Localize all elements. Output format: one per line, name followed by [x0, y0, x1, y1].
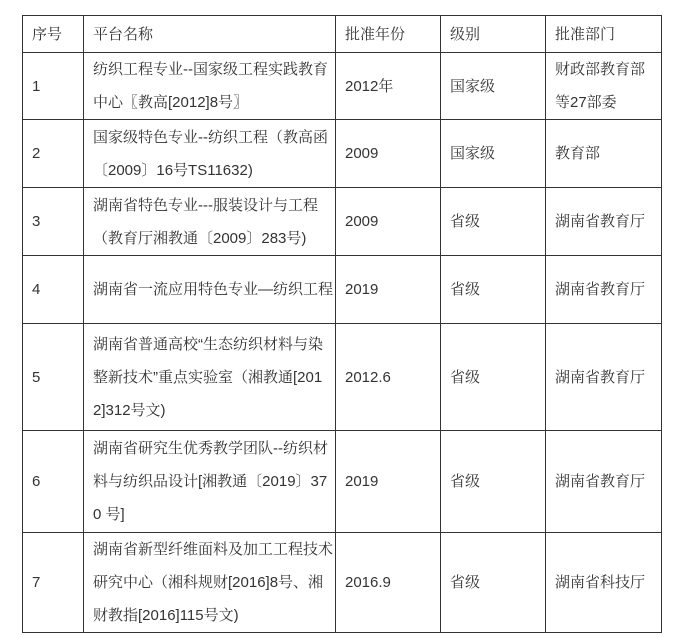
table-row — [23, 188, 662, 256]
table-cell-level: 省级 — [441, 324, 546, 431]
table-cell-no: 6 — [23, 431, 84, 533]
table-cell-name: 纺织工程专业--国家级工程实践教育中心〖教高[2012]8号〗 — [84, 53, 336, 120]
header-cell-no: 序号 — [23, 16, 84, 53]
header-cell-dept: 批准部门 — [546, 16, 662, 53]
approval-platforms-table — [22, 15, 662, 633]
table-cell-dept: 财政部教育部等27部委 — [546, 53, 662, 120]
table-cell-year: 2012年 — [336, 53, 441, 120]
table-cell-level: 省级 — [441, 431, 546, 533]
table-row — [23, 256, 662, 324]
table-cell-level: 国家级 — [441, 53, 546, 120]
table-cell-year: 2009 — [336, 188, 441, 256]
table-cell-dept: 湖南省教育厅 — [546, 324, 662, 431]
table-cell-name: 湖南省特色专业---服装设计与工程（教育厅湘教通〔2009〕283号) — [84, 188, 336, 256]
table-cell-dept: 教育部 — [546, 120, 662, 188]
table-cell-name: 湖南省普通高校“生态纺织材料与染整新技术”重点实验室（湘教通[2012]312号文) — [84, 324, 336, 431]
table-cell-level: 省级 — [441, 533, 546, 633]
table-cell-year: 2012.6 — [336, 324, 441, 431]
header-cell-name: 平台名称 — [84, 16, 336, 53]
table-cell-year: 2019 — [336, 431, 441, 533]
table-cell-year: 2009 — [336, 120, 441, 188]
table-cell-no: 4 — [23, 256, 84, 324]
table-cell-dept: 湖南省教育厅 — [546, 431, 662, 533]
table-cell-dept: 湖南省教育厅 — [546, 188, 662, 256]
header-cell-level: 级别 — [441, 16, 546, 53]
table-row — [23, 53, 662, 120]
table-cell-name: 湖南省研究生优秀教学团队--纺织材料与纺织品设计[湘教通〔2019〕370 号] — [84, 431, 336, 533]
table-cell-no: 2 — [23, 120, 84, 188]
table-cell-no: 1 — [23, 53, 84, 120]
table-cell-level: 省级 — [441, 256, 546, 324]
table-header — [23, 16, 662, 53]
table-row — [23, 120, 662, 188]
table-cell-name: 湖南省新型纤维面料及加工工程技术研究中心（湘科规财[2016]8号、湘财教指[2016]115号文) — [84, 533, 336, 633]
table-cell-level: 省级 — [441, 188, 546, 256]
table-cell-no: 7 — [23, 533, 84, 633]
table-cell-name: 湖南省一流应用特色专业—纺织工程 — [84, 256, 336, 324]
table-body — [23, 53, 662, 633]
header-cell-year: 批准年份 — [336, 16, 441, 53]
table-cell-dept: 湖南省科技厅 — [546, 533, 662, 633]
approval-platforms-table-wrap — [22, 15, 661, 633]
table-cell-no: 3 — [23, 188, 84, 256]
table-cell-year: 2019 — [336, 256, 441, 324]
table-cell-name: 国家级特色专业--纺织工程（教高函〔2009〕16号TS11632) — [84, 120, 336, 188]
table-row — [23, 533, 662, 633]
table-row — [23, 431, 662, 533]
header-row — [23, 16, 662, 53]
table-cell-level: 国家级 — [441, 120, 546, 188]
table-cell-dept: 湖南省教育厅 — [546, 256, 662, 324]
table-row — [23, 324, 662, 431]
table-cell-year: 2016.9 — [336, 533, 441, 633]
table-cell-no: 5 — [23, 324, 84, 431]
